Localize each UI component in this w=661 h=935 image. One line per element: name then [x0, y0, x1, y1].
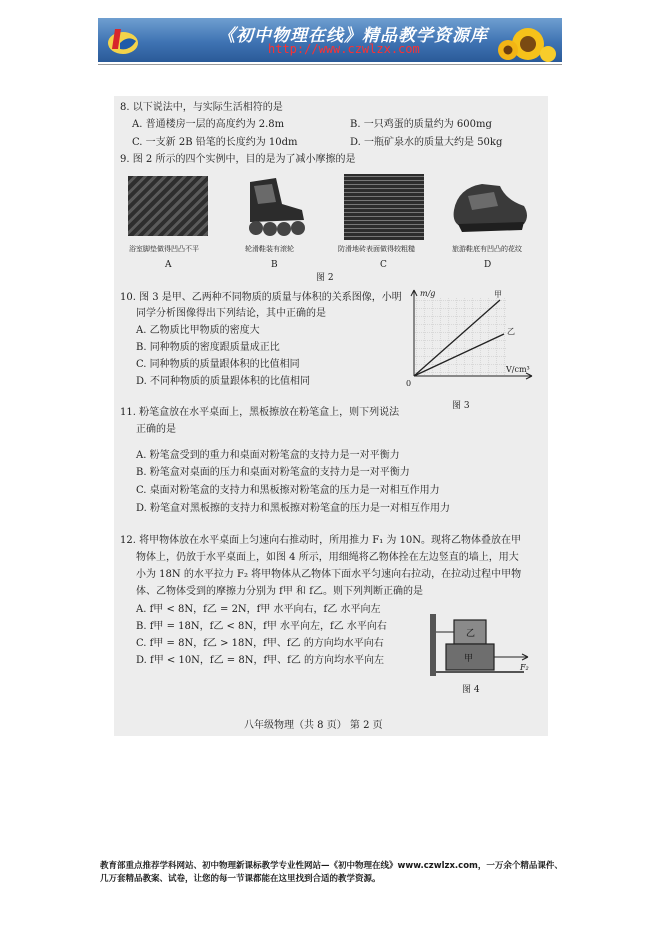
graph-line-yi-label: 乙	[507, 327, 515, 336]
graph-line-jia-label: 甲	[494, 290, 502, 299]
q9-letter-c: C	[380, 260, 387, 270]
q12-stem-line1: 12. 将甲物体放在水平桌面上匀速向右推动时，所用推力 F₁ 为 10N。现将乙物体叠放在甲	[120, 535, 522, 546]
q10-figure-caption: 图 3	[452, 401, 470, 411]
banner-url-link[interactable]: http://www.czwlzx.com	[268, 42, 420, 56]
q9-stem: 9. 图 2 所示的四个实例中，目的是为了减小摩擦的是	[120, 154, 356, 165]
roller-skate-photo	[236, 174, 314, 238]
q12-stem-line4: 体、乙物体受到的摩擦力分别为 f甲 和 f乙。则下列判断正确的是	[136, 586, 423, 597]
bath-mat-photo	[128, 176, 208, 236]
q10-option-b: B. 同种物质的密度跟质量成正比	[136, 342, 280, 353]
q10-option-d: D. 不同种物质的质量跟体积的比值相同	[136, 376, 311, 387]
q12-option-b: B. f甲 = 18N，f乙 < 8N，f甲 水平向左，f乙 水平向右	[136, 621, 387, 632]
q12-stem-line2: 物体上，仍放于水平桌面上，如图 4 所示，用细绳将乙物体拴在左边竖直的墙上，用大	[136, 552, 519, 563]
site-footer-text: 教育部重点推荐学科网站、初中物理新课标教学专业性网站—《初中物理在线》www.czwlzx.com，一万余个精品课件、几万套精品教案、试卷，让您的每一节课都能在这里找到合适的教学资源。	[100, 861, 563, 884]
q10-option-a: A. 乙物质比甲物质的密度大	[136, 325, 260, 336]
q9-caption-c: 防滑地砖表面做得较粗糙	[338, 245, 415, 253]
q10-stem-line1: 10. 图 3 是甲、乙两种不同物质的质量与体积的关系图像，小明	[120, 292, 402, 303]
q12-option-a: A. f甲 < 8N，f乙 = 2N，f甲 水平向右，f乙 水平向左	[136, 604, 381, 615]
q10-mass-volume-graph	[400, 284, 540, 392]
q11-option-b: B. 粉笔盒对桌面的压力和桌面对粉笔盒的支持力是一对平衡力	[136, 467, 410, 478]
q12-option-c: C. f甲 = 8N，f乙 > 18N，f甲、f乙 的方向均水平向右	[136, 638, 384, 649]
q9-caption-a: 浴室脚垫做得凹凸不平	[129, 245, 199, 253]
site-banner	[98, 18, 562, 62]
sneaker-sole-photo	[448, 176, 532, 238]
q8-option-a: A. 普通楼房一层的高度约为 2.8m	[132, 119, 285, 130]
q9-letter-b: B	[271, 260, 278, 270]
q12-stem-line3: 小为 18N 的水平拉力 F₂ 将甲物体从乙物体下面水平匀速向右拉动，在拉动过程中甲物	[136, 569, 522, 580]
q12-blocks-figure	[424, 606, 534, 678]
q11-option-d: D. 粉笔盒对黑板擦的支持力和黑板擦对粉笔盒的压力是一对相互作用力	[136, 503, 451, 514]
q11-option-c: C. 桌面对粉笔盒的支持力和黑板擦对粉笔盒的压力是一对相互作用力	[136, 485, 440, 496]
q12-figure-caption: 图 4	[462, 685, 480, 695]
graph-x-axis-label: V/cm³	[506, 365, 530, 374]
force-f2-label: F₂	[520, 663, 529, 672]
exam-page-footer: 八年级物理（共 8 页） 第 2 页	[244, 720, 383, 731]
q9-figure-caption: 图 2	[316, 273, 334, 283]
q10-stem-line2: 同学分析图像得出下列结论，其中正确的是	[136, 308, 326, 319]
q8-option-b: B. 一只鸡蛋的质量约为 600mg	[350, 119, 492, 130]
q12-option-d: D. f甲 < 10N，f乙 = 8N，f甲、f乙 的方向均水平向左	[136, 655, 385, 666]
q9-caption-b: 轮滑鞋装有滚轮	[245, 245, 294, 253]
block-jia-label: 甲	[464, 654, 474, 664]
sunflower-icon	[488, 24, 558, 62]
banner-title: 《初中物理在线》精品教学资源库	[218, 26, 488, 46]
q9-letter-a: A	[165, 260, 172, 270]
q8-stem: 8. 以下说法中，与实际生活相符的是	[120, 102, 283, 113]
q11-stem-line1: 11. 粉笔盒放在水平桌面上，黑板擦放在粉笔盒上，则下列说法	[120, 407, 400, 418]
q9-caption-d: 旅游鞋底有凹凸的花纹	[452, 245, 522, 253]
q10-option-c: C. 同种物质的质量跟体积的比值相同	[136, 359, 300, 370]
q8-option-d: D. 一瓶矿泉水的质量大约是 50kg	[350, 137, 503, 148]
floor-tile-photo	[344, 174, 424, 240]
q8-option-c: C. 一支新 2B 铅笔的长度约为 10dm	[132, 137, 298, 148]
graph-y-axis-label: m/g	[420, 289, 436, 298]
q9-letter-d: D	[484, 260, 492, 270]
header-divider	[98, 64, 562, 65]
block-yi-label: 乙	[466, 629, 476, 639]
q11-option-a: A. 粉笔盒受到的重力和桌面对粉笔盒的支持力是一对平衡力	[136, 450, 400, 461]
site-logo-icon	[106, 23, 140, 57]
graph-origin-label: 0	[406, 379, 412, 388]
q11-stem-line2: 正确的是	[136, 424, 176, 435]
